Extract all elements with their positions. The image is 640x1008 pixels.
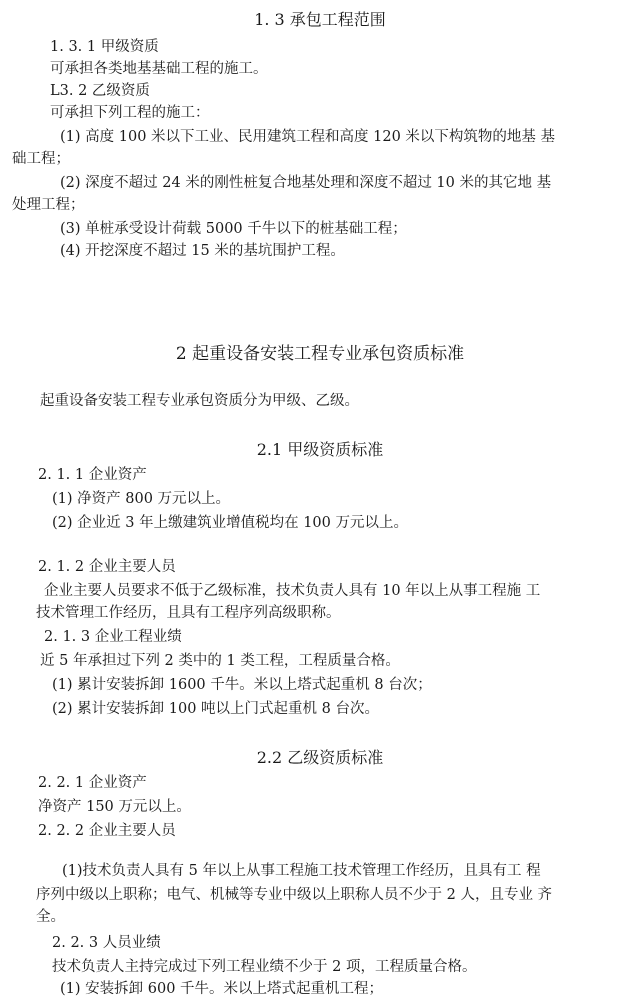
section-1-3-2-heading: L3. 2 乙级资质 xyxy=(50,83,150,99)
section-2-1-2-heading: 2. 1. 2 企业主要人员 xyxy=(38,559,176,575)
section-2-1-2-line-1: 企业主要人员要求不低于乙级标准，技术负责人具有 10 年以上从事工程施 工 xyxy=(44,583,541,599)
section-2-1-3-heading: 2. 1. 3 企业工程业绩 xyxy=(44,629,182,645)
section-2-2-title: 2.2 乙级资质标准 xyxy=(256,748,384,767)
section-2-1-title: 2.1 甲级资质标准 xyxy=(256,440,384,459)
section-2-1-3-item-1: (1) 累计安装拆卸 1600 千牛。米以上塔式起重机 8 台次； xyxy=(52,677,432,693)
section-2-2-2-line-2: 序列中级以上职称；电气、机械等专业中级以上职称人员不少于 2 人，且专业 齐 xyxy=(36,887,553,903)
section-2-2-3-text: 技术负责人主持完成过下列工程业绩不少于 2 项，工程质量合格。 xyxy=(52,959,477,975)
section-2-1-1-item-2: (2) 企业近 3 年上缴建筑业增值税均在 100 万元以上。 xyxy=(52,515,408,531)
section-2-2-2-heading: 2. 2. 2 企业主要人员 xyxy=(38,823,176,839)
section-2-2-3-item-1: (1) 安装拆卸 600 千牛。米以上塔式起重机工程； xyxy=(60,981,384,997)
section-2-2-3-heading: 2. 2. 3 人员业绩 xyxy=(52,935,161,951)
section-2-2-1-text: 净资产 150 万元以上。 xyxy=(38,799,191,815)
list-item-1-line-1: (1) 高度 100 米以下工业、民用建筑工程和高度 120 米以下构筑物的地基 基 xyxy=(60,129,556,145)
section-2-title: 2 起重设备安装工程专业承包资质标准 xyxy=(175,344,465,364)
section-2-1-1-heading: 2. 1. 1 企业资产 xyxy=(38,467,147,483)
section-2-1-3-text: 近 5 年承担过下列 2 类中的 1 类工程，工程质量合格。 xyxy=(40,653,400,669)
list-item-2-line-2: 处理工程； xyxy=(12,197,85,213)
section-2-intro: 起重设备安装工程专业承包资质分为甲级、乙级。 xyxy=(40,393,359,409)
section-1-3-1-heading: 1. 3. 1 甲级资质 xyxy=(50,39,159,55)
section-2-2-1-heading: 2. 2. 1 企业资产 xyxy=(38,775,147,791)
section-2-2-2-line-3: 全。 xyxy=(36,909,65,925)
section-2-2-2-line-1: (1)技术负责人具有 5 年以上从事工程施工技术管理工作经历，且具有工 程 xyxy=(62,863,541,879)
section-1-3-title: 1. 3 承包工程范围 xyxy=(254,10,386,29)
section-2-1-2-line-2: 技术管理工作经历，且具有工程序列高级职称。 xyxy=(36,605,341,621)
section-2-1-1-item-1: (1) 净资产 800 万元以上。 xyxy=(52,491,231,507)
list-item-4: (4) 开挖深度不超过 15 米的基坑围护工程。 xyxy=(60,243,345,259)
list-item-3: (3) 单桩承受设计荷载 5000 千牛以下的桩基础工程； xyxy=(60,221,407,237)
list-item-2-line-1: (2) 深度不超过 24 米的刚性桩复合地基处理和深度不超过 10 米的其它地 基 xyxy=(60,175,552,191)
section-1-3-2-text: 可承担下列工程的施工： xyxy=(50,105,210,121)
section-1-3-1-text: 可承担各类地基基础工程的施工。 xyxy=(50,61,268,77)
section-2-1-3-item-2: (2) 累计安装拆卸 100 吨以上门式起重机 8 台次。 xyxy=(52,701,379,717)
list-item-1-line-2: 础工程； xyxy=(12,151,70,167)
